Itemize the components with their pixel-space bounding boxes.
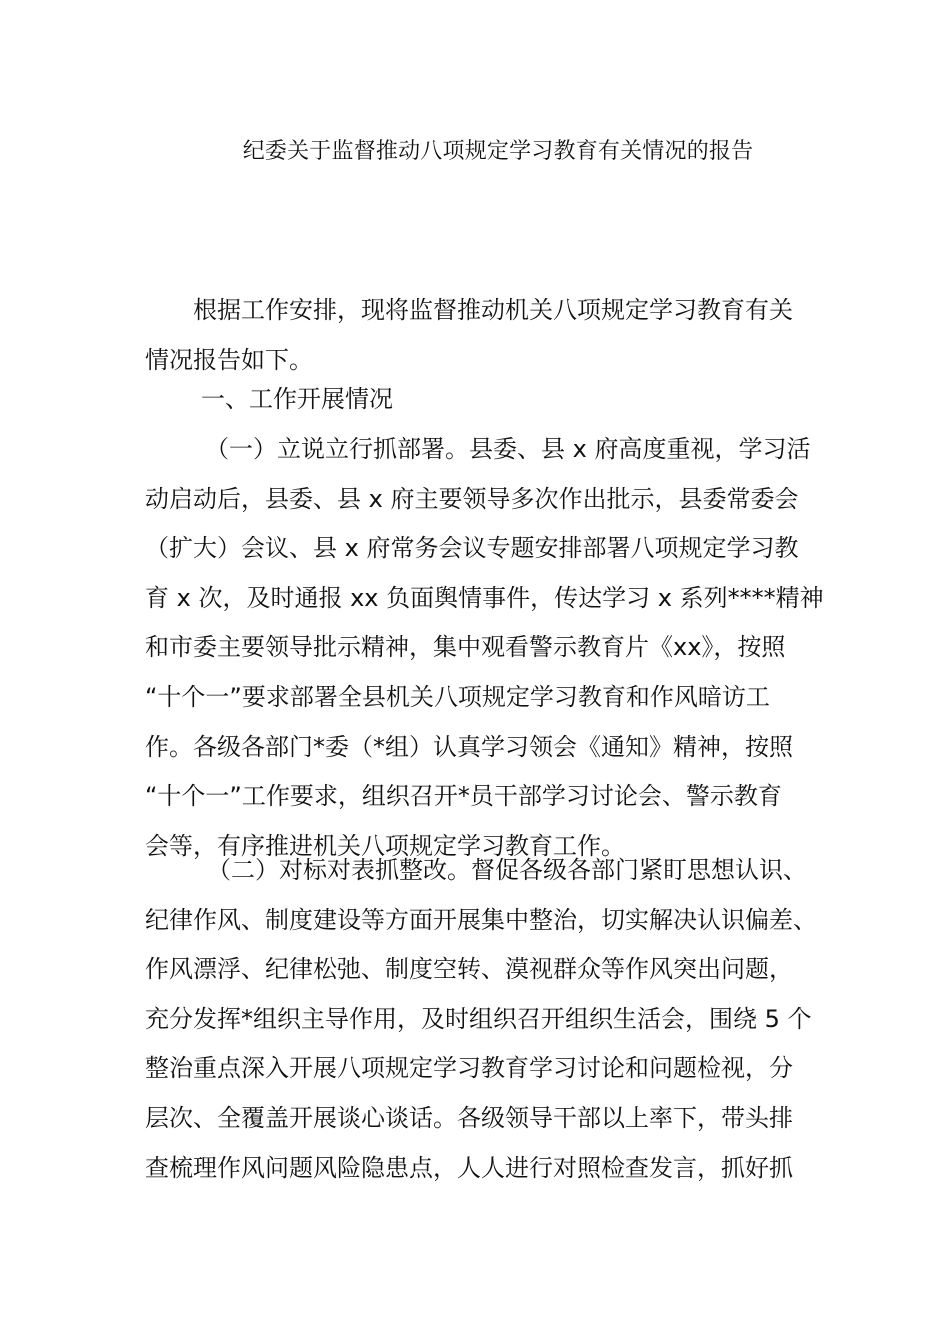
paragraph-line: 充分发挥*组织主导作用，及时组织召开组织生活会，围绕 5 个 — [145, 1004, 812, 1033]
paragraph-line: （一）立说立行抓部署。县委、县 x 府高度重视，学习活 — [205, 435, 811, 463]
paragraph-line: “十个一”要求部署全县机关八项规定学习教育和作风暗访工 — [145, 682, 770, 711]
intro-line: 根据工作安排，现将监督推动机关八项规定学习教育有关 — [193, 296, 793, 324]
paragraph-line: 整治重点深入开展八项规定学习教育学习讨论和问题检视，分 — [145, 1054, 793, 1083]
document-title: 纪委关于监督推动八项规定学习教育有关情况的报告 — [242, 139, 754, 164]
section-1-heading: 一、工作开展情况 — [201, 385, 393, 413]
paragraph-line: 纪律作风、制度建设等方面开展集中整治，切实解决认识偏差、 — [145, 905, 817, 934]
section-heading — [145, 375, 817, 425]
paragraph-line: 动启动后，县委、县 x 府主要领导多次作出批示，县委常委会 — [145, 484, 799, 513]
paragraph-line: （扩大）会议、县 x 府常务会议专题安排部署八项规定学习教 — [145, 534, 799, 563]
paragraph-line: （二）对标对表抓整改。督促各级各部门紧盯思想认识、 — [207, 856, 807, 884]
paragraph-line: 会等，有序推进机关八项规定学习教育工作。 — [145, 831, 625, 860]
paragraph-line: 和市委主要领导批示精神，集中观看警示教育片《xx》，按照 — [145, 633, 786, 662]
paragraph-line: 层次、全覆盖开展谈心谈话。各级领导干部以上率下，带头排 — [145, 1103, 793, 1132]
subsection-2-paragraph — [145, 846, 817, 1193]
subsection-1-paragraph — [145, 425, 824, 871]
paragraph-line: 查梳理作风问题风险隐患点，人人进行对照检查发言，抓好抓 — [145, 1153, 793, 1182]
paragraph-line: 作。各级各部门*委（*组）认真学习领会《通知》精神，按照 — [145, 732, 793, 761]
paragraph-line: 作风漂浮、纪律松弛、制度空转、漠视群众等作风突出问题， — [145, 955, 793, 984]
intro-line: 情况报告如下。 — [145, 345, 313, 374]
intro-paragraph — [145, 286, 817, 385]
paragraph-line: “十个一”工作要求，组织召开*员干部学习讨论会、警示教育 — [145, 782, 782, 811]
paragraph-line: 育 x 次，及时通报 xx 负面舆情事件，传达学习 x 系列****精神 — [145, 583, 824, 612]
